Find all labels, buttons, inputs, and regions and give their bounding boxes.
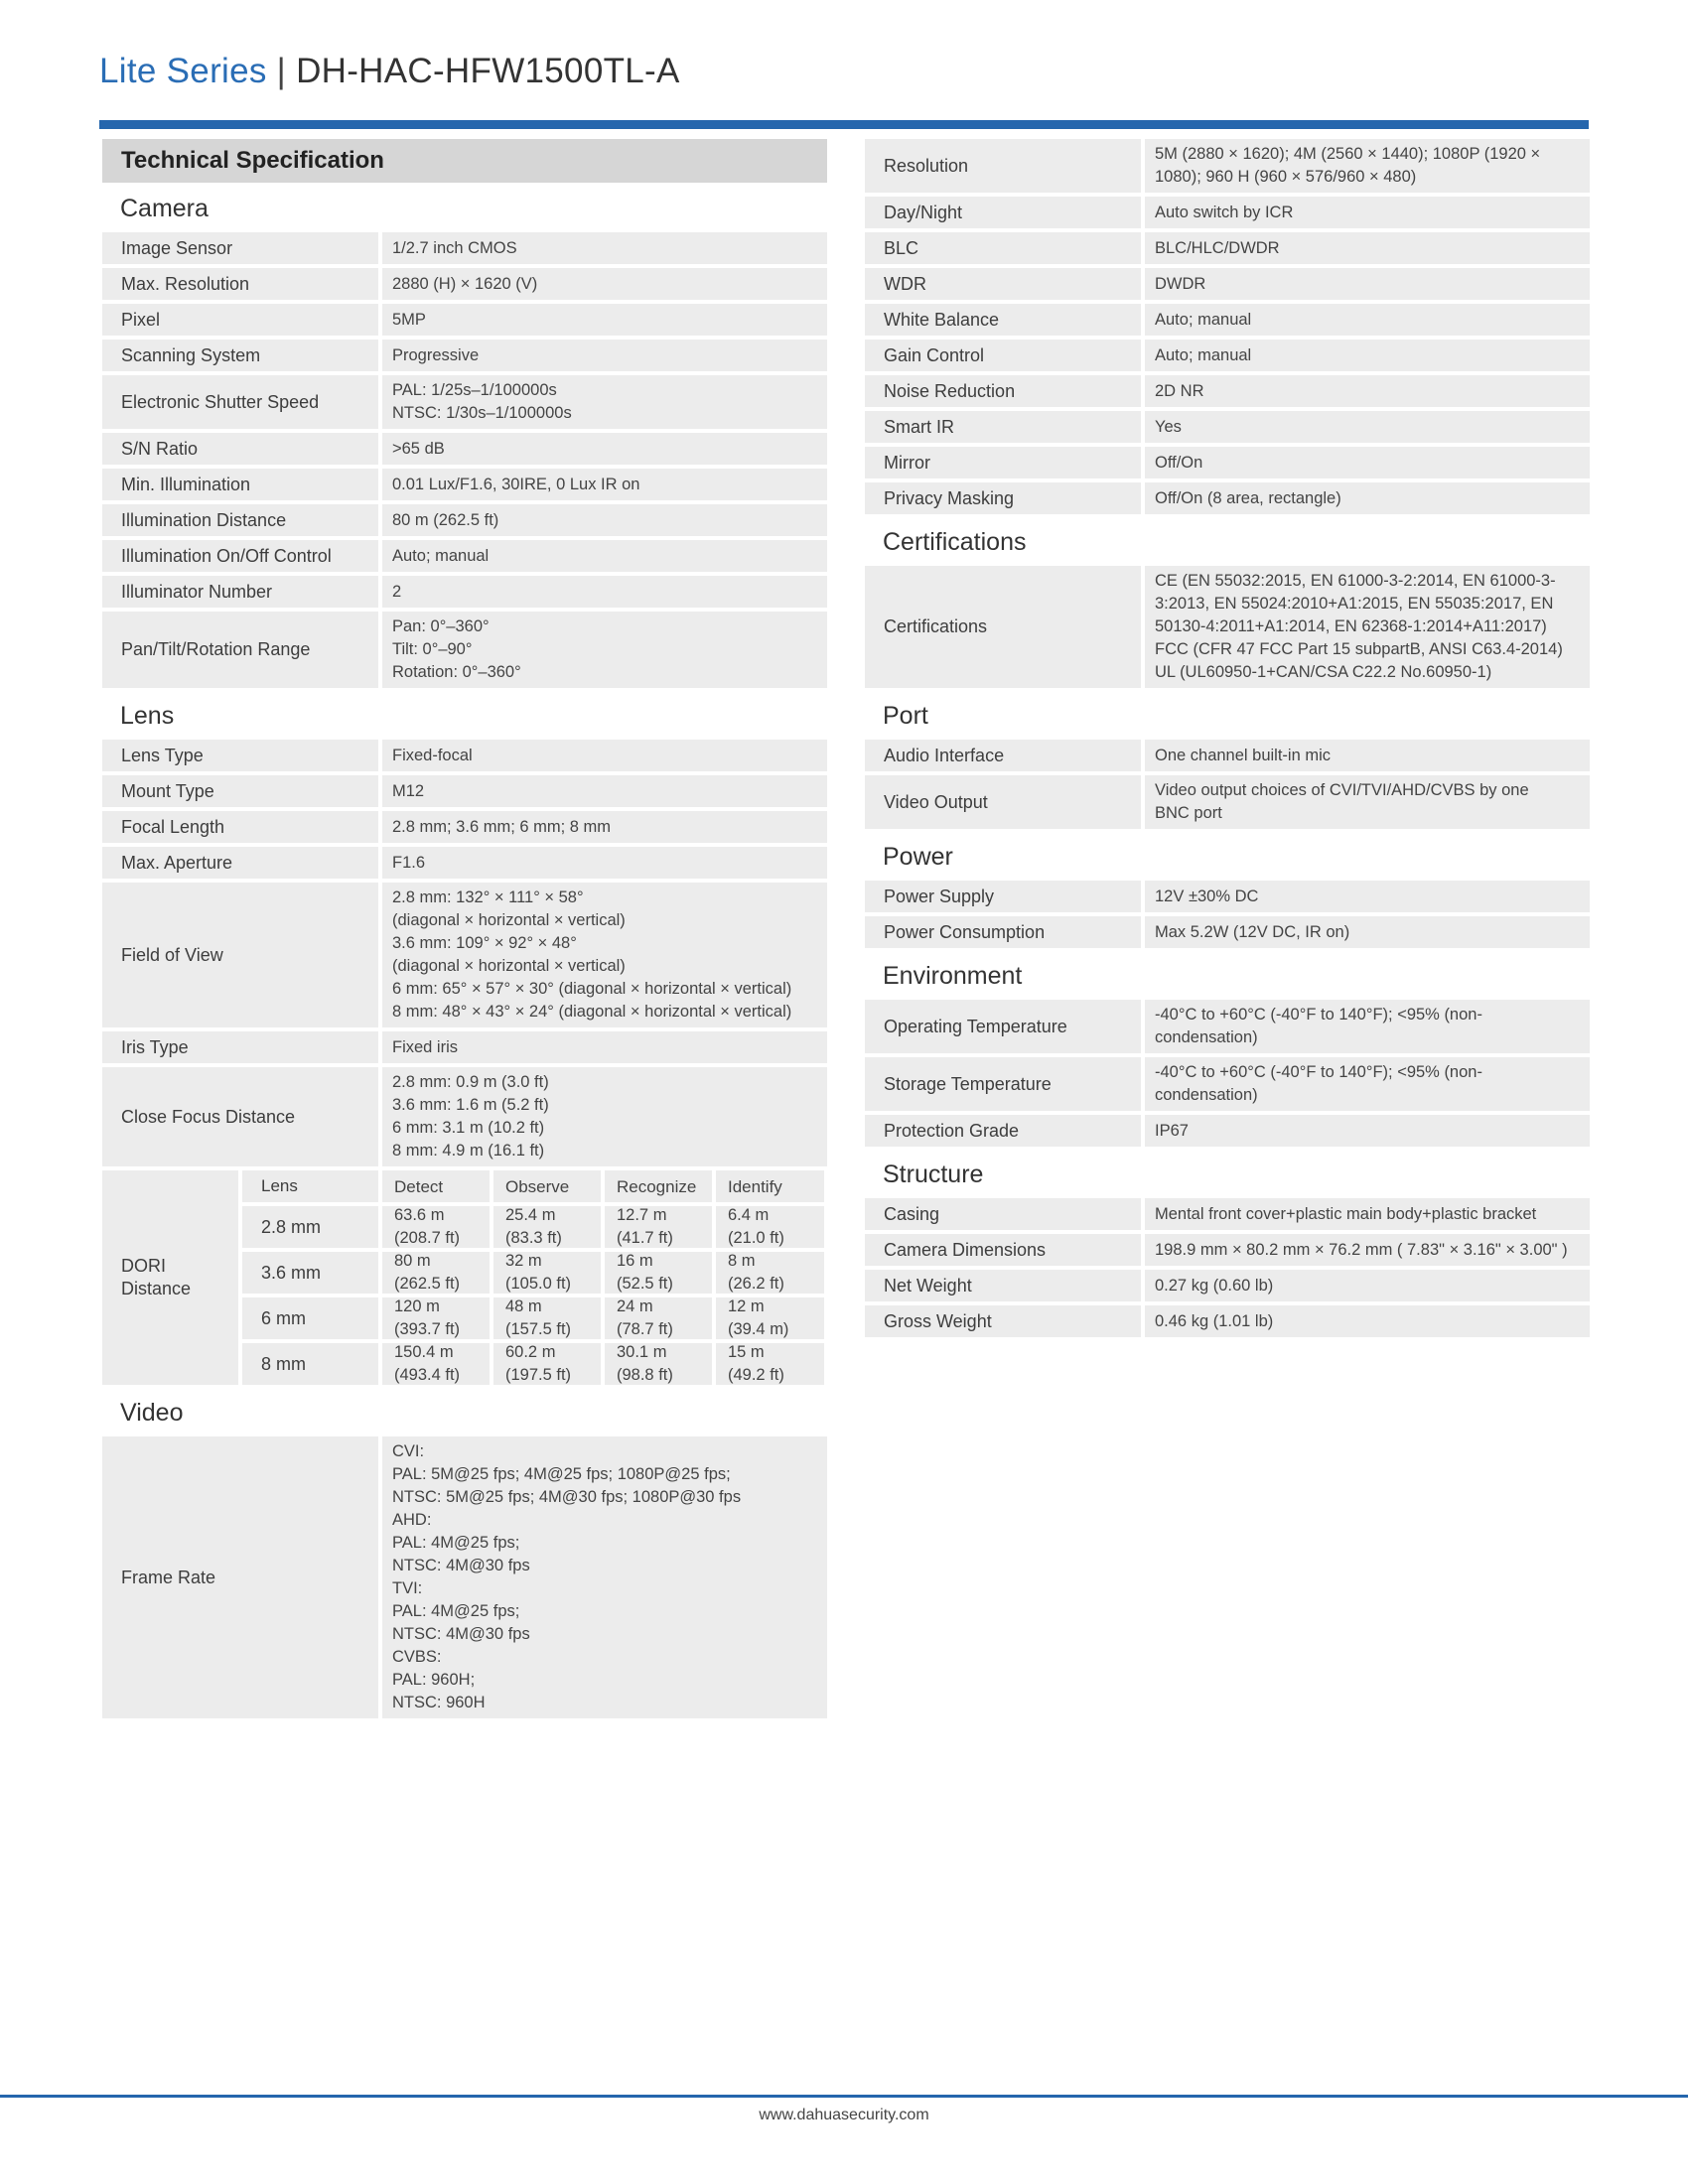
spec-label: Power Consumption [865,916,1141,948]
spec-row-white-balance [865,304,1590,336]
series-name: Lite Series [99,52,267,90]
spec-value: Auto; manual [382,540,827,572]
spec-row-storage-temperature [865,1057,1590,1111]
spec-row-close-focus-distance [102,1067,827,1166]
spec-value: -40°C to +60°C (-40°F to 140°F); <95% (non- condensation) [1145,1000,1590,1053]
section-certifications-title: Certifications [883,527,1027,556]
spec-value: CE (EN 55032:2015, EN 61000-3-2:2014, EN 61000-3- 3:2013, EN 55024:2010+A1:2015, EN 55035:2017, EN 50130-4:2011+A1:2014, EN 62368-1:2014+A11:2017) FCC (CFR 47 FCC Part 15 subpartB, ANSI C63.4-2014) UL (UL60950-1+CAN/CSA C22.2 No.60950-1) [1145,566,1590,688]
spec-value: Fixed-focal [382,740,827,771]
dori-distance-value: 48 m (157.5 ft) [493,1297,601,1339]
spec-label: Focal Length [102,811,378,843]
spec-row-blc [865,232,1590,264]
section-lens-title: Lens [120,701,175,730]
spec-row-net-weight [865,1270,1590,1301]
spec-row-casing [865,1198,1590,1230]
spec-label: Storage Temperature [865,1057,1141,1111]
spec-label: Mirror [865,447,1141,478]
page-header [99,52,680,91]
dori-distance-value: 80 m (262.5 ft) [382,1252,490,1294]
dori-row [242,1206,827,1248]
dori-distance-value: 12.7 m (41.7 ft) [605,1206,712,1248]
spec-row-resolution [865,139,1590,193]
spec-row-privacy-masking [865,482,1590,514]
spec-row-certifications [865,566,1590,688]
dori-distance-value: 6.4 m (21.0 ft) [716,1206,824,1248]
spec-label: Certifications [865,566,1141,688]
section-power-title: Power [883,842,953,871]
spec-row-power-supply [865,881,1590,912]
spec-value: 0.46 kg (1.01 lb) [1145,1305,1590,1337]
spec-row-operating-temperature [865,1000,1590,1053]
spec-row-pan-tilt-rotation-range [102,612,827,688]
spec-label: Iris Type [102,1031,378,1063]
section-structure [865,1198,1590,1337]
dori-grid [242,1170,827,1385]
dori-distance-value: 150.4 m (493.4 ft) [382,1343,490,1385]
spec-row-gross-weight [865,1305,1590,1337]
spec-row-smart-ir [865,411,1590,443]
section-lens [102,740,827,1166]
spec-label: WDR [865,268,1141,300]
spec-label: Video Output [865,775,1141,829]
dori-lens-value: 3.6 mm [242,1252,378,1294]
spec-row-field-of-view [102,883,827,1027]
spec-label: Power Supply [865,881,1141,912]
left-column [102,139,827,1722]
spec-value: >65 dB [382,433,827,465]
dori-lens-value: 2.8 mm [242,1206,378,1248]
dori-distance-value: 60.2 m (197.5 ft) [493,1343,601,1385]
spec-label: Lens Type [102,740,378,771]
spec-value: 2.8 mm; 3.6 mm; 6 mm; 8 mm [382,811,827,843]
section-power [865,881,1590,948]
spec-value: Yes [1145,411,1590,443]
spec-value: 198.9 mm × 80.2 mm × 76.2 mm ( 7.83" × 3.16" × 3.00" ) [1145,1234,1590,1266]
spec-label: S/N Ratio [102,433,378,465]
spec-row-illuminator-number [102,576,827,608]
spec-label: Protection Grade [865,1115,1141,1147]
spec-row-frame-rate [102,1436,827,1718]
spec-value: 2.8 mm: 132° × 111° × 58° (diagonal × horizontal × vertical) 3.6 mm: 109° × 92° × 48° (diagonal × horizontal × vertical) 6 mm: 65° × 57° × 30° (diagonal × horizontal × vertical) 8 mm: 48° × 43° × 24° (diagonal × horizontal × vertical) [382,883,827,1027]
section-structure-title: Structure [883,1160,984,1188]
dori-distance-table [102,1170,827,1385]
spec-row-max-resolution [102,268,827,300]
footer-url: www.dahuasecurity.com [759,2107,929,2123]
spec-label: Camera Dimensions [865,1234,1141,1266]
dori-header-lens: Lens [242,1170,378,1202]
section-camera [102,232,827,688]
spec-row-scanning-system [102,340,827,371]
dori-distance-value: 32 m (105.0 ft) [493,1252,601,1294]
spec-row-audio-interface [865,740,1590,771]
spec-label: BLC [865,232,1141,264]
spec-value: DWDR [1145,268,1590,300]
section-video-title: Video [120,1398,184,1427]
spec-row-mount-type [102,775,827,807]
spec-value: 0.27 kg (0.60 lb) [1145,1270,1590,1301]
dori-row [242,1343,827,1385]
dori-lens-value: 8 mm [242,1343,378,1385]
spec-label: Electronic Shutter Speed [102,375,378,429]
spec-label: Illumination Distance [102,504,378,536]
spec-label: Illumination On/Off Control [102,540,378,572]
spec-row-mirror [865,447,1590,478]
spec-value: Off/On [1145,447,1590,478]
spec-value: CVI: PAL: 5M@25 fps; 4M@25 fps; 1080P@25 fps; NTSC: 5M@25 fps; 4M@30 fps; 1080P@30 fps AHD: PAL: 4M@25 fps; NTSC: 4M@30 fps TVI: PAL: 4M@25 fps; NTSC: 4M@30 fps CVBS: PAL: 960H; NTSC: 960H [382,1436,827,1718]
section-video-continued [865,139,1590,514]
spec-row-camera-dimensions [865,1234,1590,1266]
footer-rule [0,2095,1688,2098]
spec-row-wdr [865,268,1590,300]
spec-label: Net Weight [865,1270,1141,1301]
spec-row-video-output [865,775,1590,829]
spec-row-electronic-shutter-speed [102,375,827,429]
dori-distance-value: 63.6 m (208.7 ft) [382,1206,490,1248]
spec-row-gain-control [865,340,1590,371]
spec-label: Gross Weight [865,1305,1141,1337]
header-rule [99,120,1589,129]
spec-label: Day/Night [865,197,1141,228]
spec-label: Audio Interface [865,740,1141,771]
dori-distance-value: 30.1 m (98.8 ft) [605,1343,712,1385]
section-camera-title: Camera [120,194,209,222]
spec-value: PAL: 1/25s–1/100000s NTSC: 1/30s–1/100000s [382,375,827,429]
spec-value: Off/On (8 area, rectangle) [1145,482,1590,514]
spec-value: Fixed iris [382,1031,827,1063]
spec-label: Illuminator Number [102,576,378,608]
dori-header-observe: Observe [493,1170,601,1202]
dori-header-row [242,1170,827,1202]
spec-value: Video output choices of CVI/TVI/AHD/CVBS by one BNC port [1145,775,1590,829]
spec-row-iris-type [102,1031,827,1063]
spec-row-day-night [865,197,1590,228]
spec-row-illumination-distance [102,504,827,536]
model-name: DH-HAC-HFW1500TL-A [296,52,680,90]
dori-row [242,1297,827,1339]
right-column [865,139,1590,1341]
dori-distance-value: 15 m (49.2 ft) [716,1343,824,1385]
section-environment [865,1000,1590,1147]
dori-distance-value: 24 m (78.7 ft) [605,1297,712,1339]
spec-row-pixel [102,304,827,336]
spec-row-illumination-on-off-control [102,540,827,572]
spec-label: Operating Temperature [865,1000,1141,1053]
section-certifications [865,566,1590,688]
dori-distance-value: 120 m (393.7 ft) [382,1297,490,1339]
spec-label: Max. Resolution [102,268,378,300]
spec-label: Frame Rate [102,1436,378,1718]
section-video [102,1436,827,1718]
spec-value: Progressive [382,340,827,371]
spec-label: Min. Illumination [102,469,378,500]
spec-label: Max. Aperture [102,847,378,879]
spec-row-noise-reduction [865,375,1590,407]
spec-value: 5MP [382,304,827,336]
spec-value: M12 [382,775,827,807]
spec-value: F1.6 [382,847,827,879]
spec-value: 1/2.7 inch CMOS [382,232,827,264]
spec-value: 12V ±30% DC [1145,881,1590,912]
spec-value: 5M (2880 × 1620); 4M (2560 × 1440); 1080P (1920 × 1080); 960 H (960 × 576/960 × 480) [1145,139,1590,193]
spec-value: Pan: 0°–360° Tilt: 0°–90° Rotation: 0°–360° [382,612,827,688]
spec-value: Max 5.2W (12V DC, IR on) [1145,916,1590,948]
spec-row-power-consumption [865,916,1590,948]
spec-label: Pixel [102,304,378,336]
spec-row-lens-type [102,740,827,771]
spec-label: White Balance [865,304,1141,336]
spec-value: Auto switch by ICR [1145,197,1590,228]
spec-label: Scanning System [102,340,378,371]
spec-label: Privacy Masking [865,482,1141,514]
spec-label: Gain Control [865,340,1141,371]
spec-value: One channel built-in mic [1145,740,1590,771]
spec-row-max-aperture [102,847,827,879]
spec-label: Close Focus Distance [102,1067,378,1166]
dori-header-detect: Detect [382,1170,490,1202]
spec-value: Auto; manual [1145,340,1590,371]
spec-value: Auto; manual [1145,304,1590,336]
spec-label: Resolution [865,139,1141,193]
spec-value: -40°C to +60°C (-40°F to 140°F); <95% (non- condensation) [1145,1057,1590,1111]
section-port [865,740,1590,829]
spec-label: Mount Type [102,775,378,807]
spec-value: 2880 (H) × 1620 (V) [382,268,827,300]
dori-distance-value: 16 m (52.5 ft) [605,1252,712,1294]
spec-value: 2.8 mm: 0.9 m (3.0 ft) 3.6 mm: 1.6 m (5.2 ft) 6 mm: 3.1 m (10.2 ft) 8 mm: 4.9 m (16.1 ft) [382,1067,827,1166]
dori-distance-value: 25.4 m (83.3 ft) [493,1206,601,1248]
spec-value: BLC/HLC/DWDR [1145,232,1590,264]
dori-distance-value: 8 m (26.2 ft) [716,1252,824,1294]
spec-label: Image Sensor [102,232,378,264]
spec-row-min-illumination [102,469,827,500]
section-environment-title: Environment [883,961,1023,990]
dori-label: DORI Distance [102,1170,238,1385]
spec-value: IP67 [1145,1115,1590,1147]
dori-distance-value: 12 m (39.4 m) [716,1297,824,1339]
spec-row-focal-length [102,811,827,843]
spec-label: Pan/Tilt/Rotation Range [102,612,378,688]
spec-row-s-n-ratio [102,433,827,465]
spec-label: Casing [865,1198,1141,1230]
spec-row-image-sensor [102,232,827,264]
spec-label: Noise Reduction [865,375,1141,407]
spec-label: Field of View [102,883,378,1027]
dori-lens-value: 6 mm [242,1297,378,1339]
spec-value: 2D NR [1145,375,1590,407]
spec-value: 80 m (262.5 ft) [382,504,827,536]
spec-value: Mental front cover+plastic main body+plastic bracket [1145,1198,1590,1230]
section-port-title: Port [883,701,928,730]
spec-label: Smart IR [865,411,1141,443]
spec-value: 0.01 Lux/F1.6, 30IRE, 0 Lux IR on [382,469,827,500]
spec-value: 2 [382,576,827,608]
dori-row [242,1252,827,1294]
header-separator: | [276,52,287,90]
spec-row-protection-grade [865,1115,1590,1147]
dori-header-identify: Identify [716,1170,824,1202]
spec-banner: Technical Specification [102,139,827,183]
dori-header-recognize: Recognize [605,1170,712,1202]
